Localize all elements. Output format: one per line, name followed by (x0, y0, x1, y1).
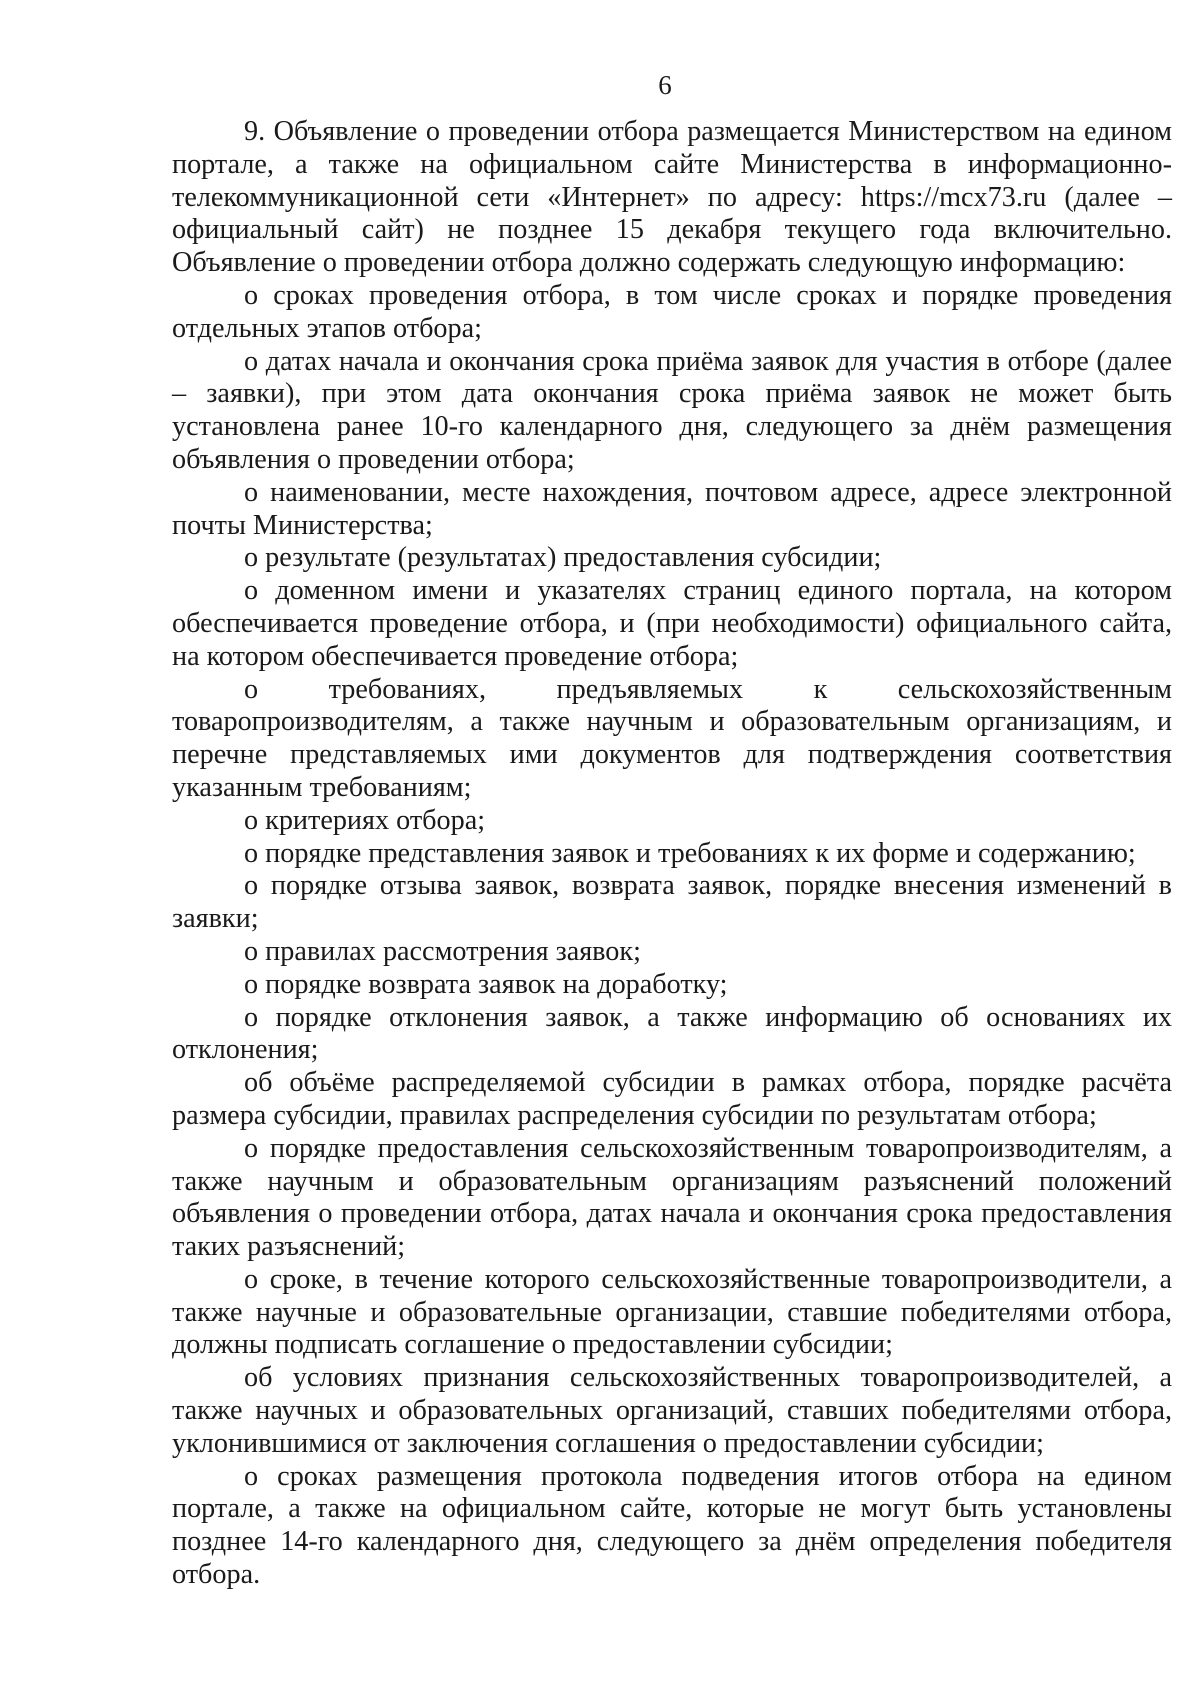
paragraph: о сроках проведения отбора, в том числе сроках и порядке проведения отдельных этапов отбора; (172, 279, 1172, 344)
paragraph: о порядке предоставления сельскохозяйственным товаропроизводителям, а также научным и образовательным организациям разъяснений положений объявления о проведении отбора, датах начала и окончания срока предоставления таких разъяснений; (172, 1132, 1172, 1263)
paragraph: о наименовании, месте нахождения, почтовом адресе, адресе электронной почты Министерства; (172, 476, 1172, 541)
paragraph: о правилах рассмотрения заявок; (244, 935, 641, 967)
paragraph: 9. Объявление о проведении отбора размещается Министерством на едином портале, а также на официальном сайте Министерства в информационно-телекоммуникационной сети «Интернет» по адресу: https://mcx73.ru (далее – официальный сайт) не позднее 15 декабря текущего года включительно. Объявление о проведении отбора должно содержать следующую информацию: (172, 116, 1172, 279)
paragraph: о сроке, в течение которого сельскохозяйственные товаропроизводители, а также научные и образовательные организации, ставшие победителями отбора, должны подписать соглашение о предоставлении субсидии; (172, 1263, 1172, 1361)
paragraph: о порядке отклонения заявок, а также информацию об основаниях их отклонения; (172, 1001, 1172, 1066)
page-number: 6 (658, 70, 672, 100)
paragraph: о доменном имени и указателях страниц единого портала, на котором обеспечивается проведение отбора, и (при необходимости) официального сайта, на котором обеспечивается проведение отбора; (172, 575, 1172, 672)
paragraph: о порядке представления заявок и требованиях к их форме и содержанию; (244, 837, 1136, 869)
paragraph: об условиях признания сельскохозяйственных товаропроизводителей, а также научных и образовательных организаций, ставших победителями отбора, уклонившимися от заключения соглашения о предоставлении субсидии; (172, 1362, 1172, 1459)
paragraph: о требованиях, предъявляемых к сельскохозяйственным товаропроизводителям, а также научным и образовательным организациям, и перечне представляемых ими документов для подтверждения соответствия указанным требованиям; (172, 673, 1172, 803)
paragraph: о порядке возврата заявок на доработку; (244, 968, 728, 1000)
paragraph: о датах начала и окончания срока приёма заявок для участия в отборе (далее – заявки), при этом дата окончания срока приёма заявок не может быть установлена ранее 10-го календарного дня, следующего за днём размещения объявления о проведении отбора; (172, 345, 1172, 475)
document-body (172, 116, 1172, 1592)
paragraph: о результате (результатах) предоставления субсидии; (244, 542, 882, 574)
paragraph: о сроках размещения протокола подведения итогов отбора на едином портале, а также на официальном сайте, которые не могут быть установлены позднее 14-го календарного дня, следующего за днём определения победителя отбора. (172, 1460, 1172, 1591)
paragraph: о критериях отбора; (244, 804, 486, 836)
paragraph: о порядке отзыва заявок, возврата заявок, порядке внесения изменений в заявки; (172, 870, 1172, 935)
paragraph: об объёме распределяемой субсидии в рамках отбора, порядке расчёта размера субсидии, правилах распределения субсидии по результатам отбора; (172, 1067, 1172, 1131)
